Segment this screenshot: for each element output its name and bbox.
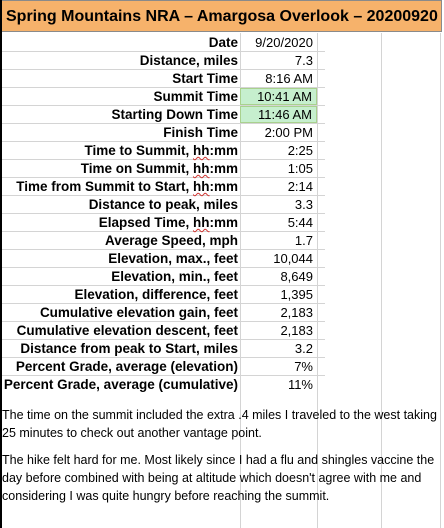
row-label: Starting Down Time [111, 107, 238, 122]
row-value-cell[interactable]: 8,649 [280, 269, 313, 284]
row-value-cell[interactable]: 2:25 [287, 143, 313, 158]
title-cell[interactable] [0, 0, 442, 32]
stats-table [0, 34, 444, 394]
table-row [0, 70, 325, 88]
row-label: Distance to peak, miles [88, 197, 238, 212]
table-row [0, 214, 325, 232]
table-row [0, 88, 325, 106]
row-value-cell[interactable]: 9/20/2020 [255, 35, 313, 50]
table-row [0, 322, 325, 340]
table-row [0, 124, 325, 142]
note-summit[interactable]: The time on the summit included the extra .4 miles I traveled to the west taking 25 minutes to check out another vantage point. [2, 408, 437, 440]
sheet-left-border [0, 0, 2, 528]
note-hike-feeling[interactable]: The hike felt hard for me. Most likely since I had a flu and shingles vaccine the day before combined with being at altitude which doesn't agree with me and considering I was quite hungry before reaching the summit. [2, 453, 435, 503]
notes-area [2, 406, 442, 514]
table-row [0, 160, 325, 178]
row-label: Elevation, difference, feet [74, 287, 238, 302]
row-label: Elapsed Time, hh:mm [98, 215, 238, 230]
row-label: Distance, miles [139, 53, 238, 68]
row-value-cell[interactable]: 10,044 [273, 251, 313, 266]
row-value-cell-highlighted[interactable]: 11:46 AM [240, 106, 317, 123]
row-value-cell[interactable]: 7% [294, 359, 313, 374]
row-value-cell[interactable]: 2:00 PM [264, 125, 313, 140]
row-value-cell[interactable]: 1,395 [280, 287, 313, 302]
table-row [0, 358, 325, 376]
row-label: Time to Summit, hh:mm [84, 143, 238, 158]
row-label: Percent Grade, average (elevation) [15, 359, 238, 374]
table-row [0, 178, 325, 196]
table-row [0, 34, 325, 52]
table-row [0, 196, 325, 214]
table-row [0, 376, 325, 394]
row-label: Percent Grade, average (cumulative) [3, 377, 238, 392]
table-row [0, 106, 325, 124]
row-value-cell-highlighted[interactable]: 10:41 AM [240, 88, 317, 105]
row-label: Cumulative elevation descent, feet [16, 323, 238, 338]
row-label: Average Speed, mph [104, 233, 238, 248]
row-label: Time from Summit to Start, hh:mm [16, 179, 238, 194]
table-row [0, 268, 325, 286]
row-label: Summit Time [153, 89, 238, 104]
row-value-cell[interactable]: 2,183 [280, 323, 313, 338]
row-value-cell[interactable]: 7.3 [294, 53, 313, 68]
row-label: Date [208, 35, 238, 50]
row-label: Elevation, max., feet [108, 251, 238, 266]
row-label: Start Time [172, 71, 238, 86]
row-value-cell[interactable]: 1:05 [287, 161, 313, 176]
row-value-cell[interactable]: 8:16 AM [265, 71, 313, 86]
table-row [0, 340, 325, 358]
row-value-cell[interactable]: 2,183 [280, 305, 313, 320]
row-label: Distance from peak to Start, miles [20, 341, 238, 356]
row-value-cell[interactable]: 2:14 [287, 179, 313, 194]
table-row [0, 250, 325, 268]
row-label: Cumulative elevation gain, feet [39, 305, 238, 320]
row-value-cell[interactable]: 1.7 [294, 233, 313, 248]
row-label: Elevation, min., feet [111, 269, 238, 284]
table-row [0, 304, 325, 322]
table-row [0, 52, 325, 70]
row-value-cell[interactable]: 3.3 [294, 197, 313, 212]
row-value-cell[interactable]: 5:44 [287, 215, 313, 230]
table-row [0, 232, 325, 250]
table-row [0, 286, 325, 304]
row-value-cell[interactable]: 3.2 [294, 341, 313, 356]
table-row [0, 142, 325, 160]
row-value-cell[interactable]: 11% [287, 377, 313, 392]
sheet-title: Spring Mountains NRA – Amargosa Overlook – 20200920 [6, 8, 438, 25]
row-label: Finish Time [163, 125, 238, 140]
row-label: Time on Summit, hh:mm [80, 161, 238, 176]
